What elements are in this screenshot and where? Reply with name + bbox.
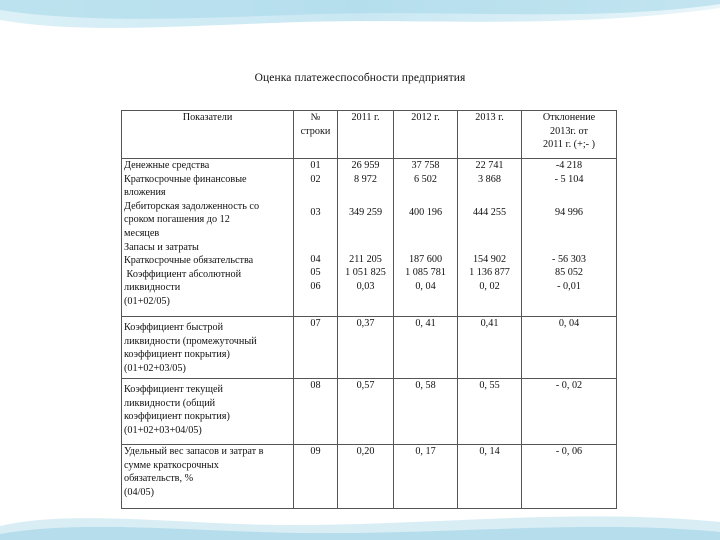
row-number: 05 (310, 267, 321, 279)
top-wave-decoration (0, 0, 720, 60)
value-2012: 1 085 781 (405, 267, 446, 279)
table-row-09 (122, 445, 617, 509)
header-2012: 2012 г. (394, 111, 458, 159)
value-2013: 0, 55 (458, 379, 522, 445)
deviation-value: 85 052 (554, 267, 583, 279)
indicator-cell (122, 379, 294, 445)
value-2011: 0,20 (338, 445, 394, 509)
group-deviation-cell (522, 159, 617, 317)
indicator-label: (01+02+03+04/05) (124, 424, 202, 436)
value-2011: 0,03 (356, 280, 375, 292)
indicator-label: вложения (124, 187, 166, 199)
indicator-label: Коэффициент абсолютной (124, 268, 242, 280)
value-2013: 444 255 (472, 206, 507, 218)
group-2013-cell (458, 159, 522, 317)
header-num-line: № (310, 112, 321, 123)
value-2011: 1 051 825 (345, 267, 386, 279)
value-2011: 0,37 (338, 317, 394, 379)
header-row (122, 111, 617, 159)
deviation-value: 94 996 (554, 206, 583, 218)
header-dev-line: Отклонение (542, 112, 596, 123)
value-2013: 1 136 877 (469, 267, 510, 279)
value-2011: 0,57 (338, 379, 394, 445)
header-2011: 2011 г. (338, 111, 394, 159)
indicator-label: ликвидности (промежуточный (124, 335, 257, 347)
header-num-line: строки (300, 125, 331, 137)
value-2012: 0, 17 (394, 445, 458, 509)
indicator-label: Удельный вес запасов и затрат в (124, 446, 264, 457)
row-number: 07 (294, 317, 338, 379)
value-2011: 349 259 (348, 206, 383, 218)
indicator-cell (122, 317, 294, 379)
header-dev-line: 2011 г. (+;- ) (543, 139, 595, 151)
indicator-label: месяцев (124, 227, 160, 239)
value-2011: 211 205 (349, 253, 382, 265)
indicator-label: Дебиторская задолженность со (124, 200, 260, 212)
row-number: 04 (310, 253, 321, 265)
row-number: 08 (294, 379, 338, 445)
group-2012-cell (394, 159, 458, 317)
table-row-07 (122, 317, 617, 379)
page-title: Оценка платежеспособности предприятия (254, 72, 466, 84)
header-row-number (294, 111, 338, 159)
deviation-value: 0, 04 (522, 317, 617, 379)
indicator-label: сумме краткосрочных (124, 459, 219, 471)
indicator-label: (04/05) (124, 486, 154, 498)
indicator-label: (01+02/05) (124, 295, 170, 307)
indicator-label: коэффициент покрытия) (124, 411, 230, 423)
deviation-value: - 5 104 (554, 173, 584, 185)
group-num-cell (294, 159, 338, 317)
table-row-group-01-06 (122, 159, 617, 317)
group-labels-cell (122, 159, 294, 317)
indicator-label: (01+02+03/05) (124, 362, 186, 374)
value-2013: 22 741 (475, 160, 504, 171)
deviation-value: - 56 303 (552, 253, 586, 265)
row-number: 01 (310, 160, 321, 171)
row-number: 06 (310, 280, 321, 292)
indicator-label: Коэффициент быстрой (124, 322, 224, 333)
table-row-08 (122, 379, 617, 445)
indicator-label: Краткосрочные обязательства (124, 255, 254, 267)
header-dev-line: 2013г. от (550, 125, 588, 137)
value-2013: 0, 02 (479, 280, 500, 292)
indicator-label: обязательств, % (124, 473, 194, 485)
row-number: 02 (310, 173, 321, 185)
value-2013: 154 902 (472, 253, 507, 265)
indicator-label: Краткосрочные финансовые (124, 173, 247, 185)
value-2012: 187 600 (408, 253, 443, 265)
deviation-value: -4 218 (555, 160, 583, 171)
indicator-cell (122, 445, 294, 509)
value-2012: 0, 58 (394, 379, 458, 445)
indicator-label: ликвидности (124, 282, 181, 294)
value-2011: 8 972 (354, 173, 377, 185)
value-2012: 37 758 (411, 160, 440, 171)
header-2013: 2013 г. (458, 111, 522, 159)
header-indicators: Показатели (122, 111, 294, 159)
indicator-label: Денежные средства (124, 160, 210, 171)
deviation-value: - 0,01 (557, 280, 581, 292)
deviation-value: - 0, 06 (522, 445, 617, 509)
value-2013: 3 868 (478, 173, 501, 185)
row-number: 03 (310, 206, 321, 218)
deviation-value: - 0, 02 (522, 379, 617, 445)
indicator-label: ликвидности (общий (124, 397, 216, 409)
indicator-label: Коэффициент текущей (124, 384, 223, 395)
solvency-table (121, 110, 617, 509)
indicator-label: коэффициент покрытия) (124, 349, 230, 361)
value-2013: 0,41 (458, 317, 522, 379)
value-2012: 0, 41 (394, 317, 458, 379)
indicator-label: сроком погашения до 12 (124, 214, 230, 226)
header-deviation (522, 111, 617, 159)
group-2011-cell (338, 159, 394, 317)
row-number: 09 (294, 445, 338, 509)
indicator-label: Запасы и затраты (124, 241, 199, 253)
value-2012: 0, 04 (415, 280, 436, 292)
value-2012: 400 196 (408, 206, 443, 218)
value-2013: 0, 14 (458, 445, 522, 509)
value-2012: 6 502 (414, 173, 437, 185)
value-2011: 26 959 (351, 160, 380, 171)
